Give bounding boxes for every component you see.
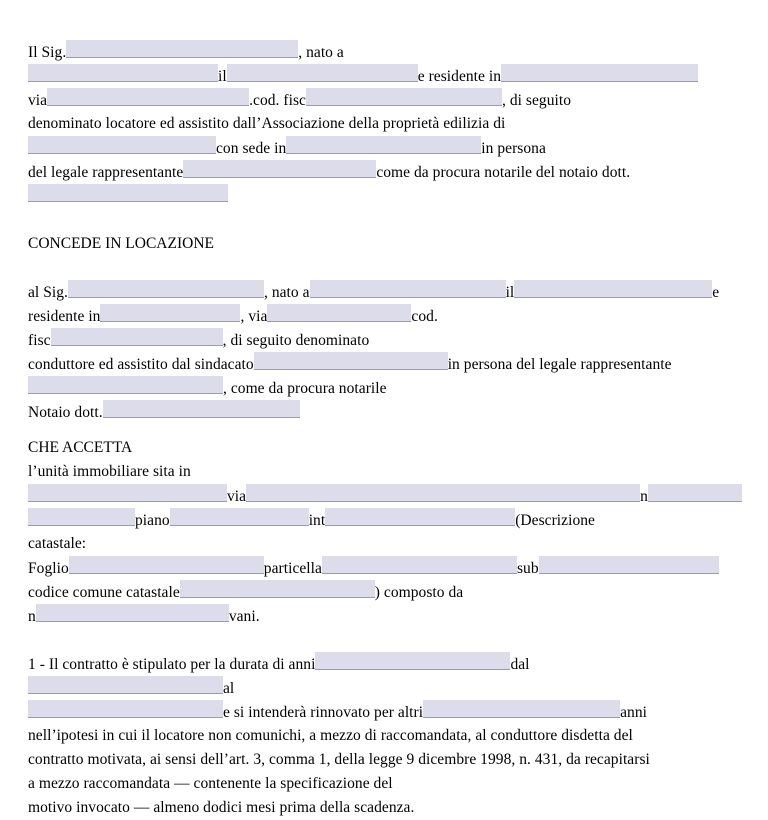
line-clausola1-2 [28, 676, 744, 700]
label-il-sig: Il Sig. [28, 44, 67, 61]
label-particella: particella [263, 560, 322, 577]
label-e-2: e [712, 284, 720, 301]
line-immobile-6 [28, 580, 744, 604]
label-in-persona-2: in persona del legale rappresentante [447, 356, 672, 373]
label-unita-immobiliare: l’unità immobiliare sita in [28, 463, 191, 480]
field-locatore-via[interactable] [47, 88, 249, 106]
label-ipotesi-disdetta: nell’ipotesi in cui il locatore non comunichi, a mezzo di raccomandata, al conduttore disdetta del [28, 727, 633, 744]
label-piano: piano [135, 512, 170, 529]
label-catastale: catastale: [28, 535, 87, 552]
label-il-2: il [505, 284, 515, 301]
line-clausola1-1 [28, 652, 744, 676]
line-conduttore-6 [28, 400, 744, 424]
label-cod-2: cod. [411, 308, 438, 325]
line-conduttore-4 [28, 352, 744, 376]
heading-che-accetta: CHE ACCETTA [28, 439, 133, 456]
field-foglio[interactable] [69, 556, 264, 574]
field-locatore-nome[interactable] [66, 40, 298, 58]
label-n-2: n [28, 608, 36, 625]
label-come-da-procura-1: come da procura notarile del notaio dott. [376, 164, 631, 181]
field-particella[interactable] [322, 556, 517, 574]
spacer-4 [28, 628, 744, 652]
field-immobile-via[interactable] [246, 484, 640, 502]
field-durata-anni[interactable] [315, 652, 510, 670]
field-conduttore-codice-fiscale[interactable] [51, 328, 223, 346]
label-anni: anni [620, 704, 648, 721]
label-il-1: il [218, 68, 227, 85]
label-con-sede-in: con sede in [216, 140, 287, 157]
field-codice-comune-catastale[interactable] [180, 580, 375, 598]
label-foglio: Foglio [28, 560, 69, 577]
label-via-3: via [227, 488, 247, 505]
label-notaio-dott: Notaio dott. [28, 404, 103, 421]
spacer-2 [28, 256, 744, 280]
label-come-da-procura-2: , come da procura notarile [223, 380, 387, 397]
field-conduttore-nome[interactable] [68, 280, 264, 298]
label-denominato-locatore: denominato locatore ed assistito dall’Associazione della proprietà edilizia di [28, 115, 506, 132]
label-in-persona-1: in persona [481, 140, 546, 157]
label-nato-a-2: , nato a [263, 284, 310, 301]
label-motivo-invocato: motivo invocato — almeno dodici mesi prima della scadenza. [28, 799, 415, 816]
line-conduttore-3 [28, 328, 744, 352]
label-contratto-motivata: contratto motivata, ai sensi dell’art. 3, comma 1, della legge 9 dicembre 1998, n. 431, da recapitarsi [28, 751, 650, 768]
label-rinnovato-per-altri: e si intenderà rinnovato per altri [223, 704, 424, 721]
label-e-residente-in: e residente in [417, 68, 502, 85]
label-durata-anni: 1 - Il contratto è stipulato per la durata di anni [28, 656, 316, 673]
field-sindacato-legale-rappresentante[interactable] [28, 376, 223, 394]
label-descrizione: (Descrizione [515, 512, 595, 529]
label-conduttore-sindacato: conduttore ed assistito dal sindacato [28, 356, 254, 373]
label-via-1: via [28, 92, 48, 109]
label-nato-a-1: , nato a [298, 44, 344, 61]
line-immobile-4 [28, 532, 744, 556]
field-locatore-legale-rappresentante[interactable] [183, 160, 376, 178]
field-locatore-luogo-nascita[interactable] [28, 64, 218, 82]
label-mezzo-raccomandata: a mezzo raccomandata — contenente la specificazione del [28, 775, 393, 792]
line-locatore-5 [28, 136, 744, 160]
heading-concede-in-locazione: CONCEDE IN LOCAZIONE [28, 235, 214, 252]
line-conduttore-5 [28, 376, 744, 400]
field-locatore-codice-fiscale[interactable] [306, 88, 502, 106]
label-al-sig: al Sig. [28, 284, 68, 301]
field-data-inizio[interactable] [28, 676, 223, 694]
line-locatore-2 [28, 64, 744, 88]
field-immobile-comune[interactable] [28, 484, 227, 502]
spacer-3 [28, 424, 744, 436]
line-clausola1-7 [28, 796, 744, 820]
line-clausola1-3 [28, 700, 744, 724]
field-conduttore-residenza[interactable] [100, 304, 240, 322]
line-locatore-6 [28, 160, 744, 184]
line-immobile-5 [28, 556, 744, 580]
line-locatore-7 [28, 184, 744, 208]
line-conduttore-2 [28, 304, 744, 328]
line-immobile-2 [28, 484, 744, 508]
line-clausola1-6 [28, 772, 744, 796]
line-conduttore-1 [28, 280, 744, 304]
line-clausola1-4 [28, 724, 744, 748]
field-rinnovo-anni[interactable] [423, 700, 620, 718]
field-conduttore-data-nascita[interactable] [514, 280, 712, 298]
label-del-legale-rappresentante-1: del legale rappresentante [28, 164, 184, 181]
label-via-2: , via [240, 308, 268, 325]
label-al: al [223, 680, 235, 697]
field-sub[interactable] [539, 556, 719, 574]
label-dal: dal [510, 656, 530, 673]
field-immobile-civico[interactable] [648, 484, 742, 502]
field-numero-vani[interactable] [36, 604, 229, 622]
field-sindacato[interactable] [254, 352, 448, 370]
field-immobile-scala[interactable] [28, 508, 135, 526]
field-data-fine[interactable] [28, 700, 223, 718]
label-di-seguito-1: , di seguito [501, 92, 572, 109]
line-immobile-3 [28, 508, 744, 532]
field-conduttore-luogo-nascita[interactable] [310, 280, 506, 298]
line-locatore-4 [28, 112, 744, 136]
label-n-1: n [640, 488, 648, 505]
line-locatore-3 [28, 88, 744, 112]
field-locatore-residenza[interactable] [501, 64, 698, 82]
label-cod-fisc-1: .cod. fisc [249, 92, 306, 109]
field-conduttore-notaio[interactable] [103, 400, 300, 418]
line-immobile-7 [28, 604, 744, 628]
label-fisc-2: fisc [28, 332, 51, 349]
label-composto-da: ) composto da [374, 584, 464, 601]
line-locatore-1 [28, 40, 744, 64]
field-locatore-data-nascita[interactable] [227, 64, 418, 82]
label-int: int [308, 512, 326, 529]
label-residente-in-2: residente in [28, 308, 101, 325]
field-locatore-notaio[interactable] [28, 184, 228, 202]
label-vani: vani. [228, 608, 260, 625]
label-codice-comune-catastale: codice comune catastale [28, 584, 180, 601]
document-body [28, 40, 744, 820]
label-di-seguito-denominato-2: , di seguito denominato [222, 332, 370, 349]
line-immobile-1 [28, 460, 744, 484]
spacer-1 [28, 208, 744, 232]
line-clausola1-5 [28, 748, 744, 772]
field-immobile-piano[interactable] [170, 508, 309, 526]
field-conduttore-via[interactable] [267, 304, 411, 322]
field-associazione-proprieta[interactable] [28, 136, 216, 154]
label-sub: sub [516, 560, 539, 577]
field-associazione-sede[interactable] [286, 136, 481, 154]
field-immobile-interno[interactable] [325, 508, 515, 526]
